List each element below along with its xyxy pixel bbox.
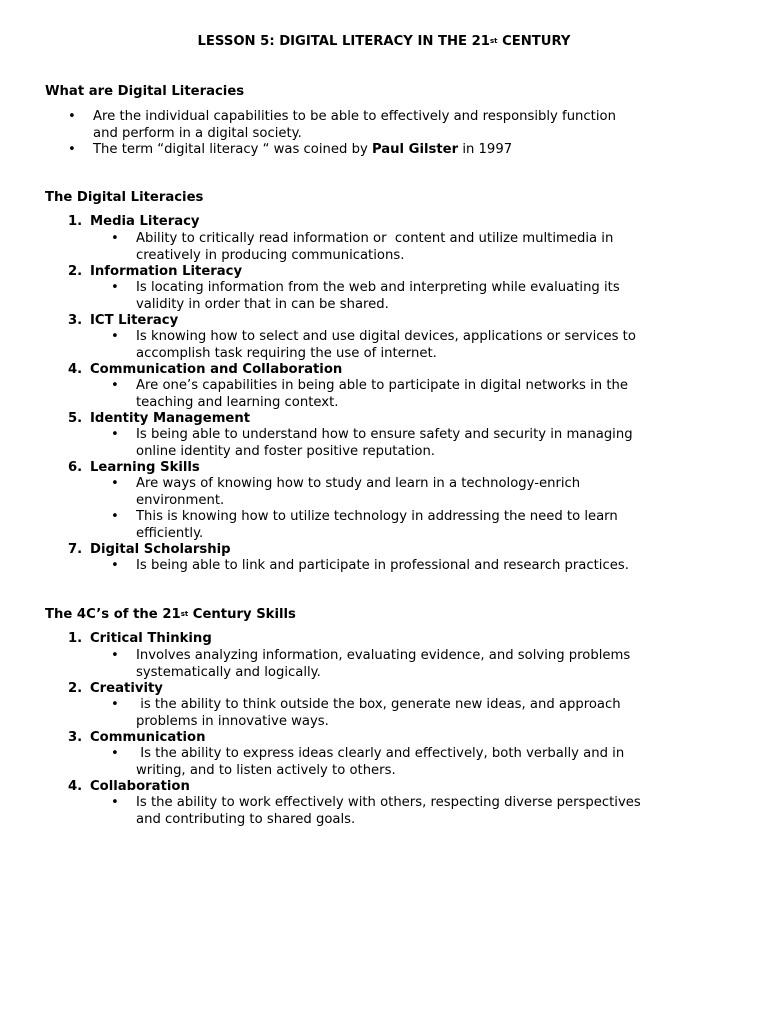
bullet-text: Are the individual capabilities to be able to effectively and responsibly function and perform in a digital society. (93, 109, 616, 141)
bullet-icon: • (111, 648, 119, 663)
section-heading-digital-literacies: The Digital Literacies (45, 190, 204, 205)
bullet-icon: • (111, 378, 119, 393)
section-heading-what-are: What are Digital Literacies (45, 84, 245, 99)
author-name: Paul Gilster (371, 142, 459, 157)
heading-superscript: st (180, 610, 189, 618)
bullet-text: Is knowing how to select and use digital devices, applications or services to accomplish task requiring the use of internet. (136, 329, 636, 361)
bullet-text: is the ability to think outside the box, generate new ideas, and approach problems in innovative ways. (136, 697, 621, 729)
bullet-text: Involves analyzing information, evaluating evidence, and solving problems systematically and logically. (136, 648, 631, 680)
bullet-icon: • (68, 142, 76, 157)
bullet-icon: • (111, 697, 119, 712)
document-page: LESSON 5: DIGITAL LITERACY IN THE 21st CENTURY What are Digital Literacies • Are the individual capabilities to be able to effectively and responsibly function and perform in a digital society. • The term “digital literacy “ was coined by Paul Gilster in 1997 The Digital Literacies 1. Media Literacy • Ability to critically read information or content and utilize multimedia in creatively in producing communications. 2. Information Literacy • Is locating information from the web and interpreting while evaluating its validity in order that in can be shared. 3. ICT Literacy • Is knowing how to select and use digital devices, applications or services to accomplish task requiring the use of internet. 4. Communication and Collaboration • Are one’s capabilities in being able to participate in digital networks in the teaching and learning context. 5. Identity Management • Is being able to understand how to ensure safety and security in managing online identity and foster positive reputation. 6. Learning Skills • Are ways of knowing how to study and learn in a technology-enrich environment. • This is knowing how to utilize technology in addressing the need to learn efficiently. 7. Digital Scholarship • Is being able to link and participate in professional and research practices. The 4C’s of the 21st Century Skills 1. Critical Thinking • Involves analyzing information, evaluating evidence, and solving problems systematically and logically. 2. Creativity • is the ability to think outside the box, generate new ideas, and approach problems in innovative ways. 3. Communication • Is the ability to express ideas clearly and effectively, both verbally and in writing, and to listen actively to others. 4. Collaboration • Is the ability to work effectively with others, respecting diverse perspectives and contributing to shared goals. (0, 0, 768, 1024)
bullet-text: Is the ability to express ideas clearly and effectively, both verbally and in writing, and to listen actively to others. (136, 746, 625, 778)
bullet-text: Are one’s capabilities in being able to participate in digital networks in the teaching and learning context. (136, 378, 628, 410)
section-heading-4cs: The 4C’s of the 21st Century Skills (45, 607, 296, 622)
bullet-icon: • (111, 795, 119, 810)
title-text: LESSON 5: DIGITAL LITERACY IN THE 21 (197, 34, 490, 49)
bullet-text: Ability to critically read information or content and utilize multimedia in creatively in producing communications. (136, 231, 614, 263)
bullet-text: This is knowing how to utilize technology in addressing the need to learn efficiently. (136, 509, 618, 541)
bullet-text: The term “digital literacy “ was coined by Paul Gilster in 1997 (93, 142, 513, 157)
bullet-text: Is the ability to work effectively with others, respecting diverse perspectives and contributing to shared goals. (136, 795, 641, 827)
bullet-icon: • (111, 329, 119, 344)
title-superscript: st (489, 37, 498, 45)
bullet-text: Is being able to understand how to ensure safety and security in managing online identity and foster positive reputation. (136, 427, 633, 459)
bullet-icon: • (111, 280, 119, 295)
bullet-text: Are ways of knowing how to study and learn in a technology-enrich environment. (136, 476, 581, 508)
bullet-icon: • (111, 231, 119, 246)
bullet-icon: • (111, 427, 119, 442)
bullet-icon: • (68, 109, 76, 124)
bullet-text: Is being able to link and participate in professional and research practices. (136, 558, 629, 573)
bullet-icon: • (111, 746, 119, 761)
bullet-icon: • (111, 509, 119, 524)
bullet-icon: • (111, 476, 119, 491)
bullet-text: Is locating information from the web and interpreting while evaluating its validity in order that in can be shared. (136, 280, 620, 312)
page-title (0, 34, 768, 51)
bullet-icon: • (111, 558, 119, 573)
title-text-end: CENTURY (497, 34, 571, 49)
